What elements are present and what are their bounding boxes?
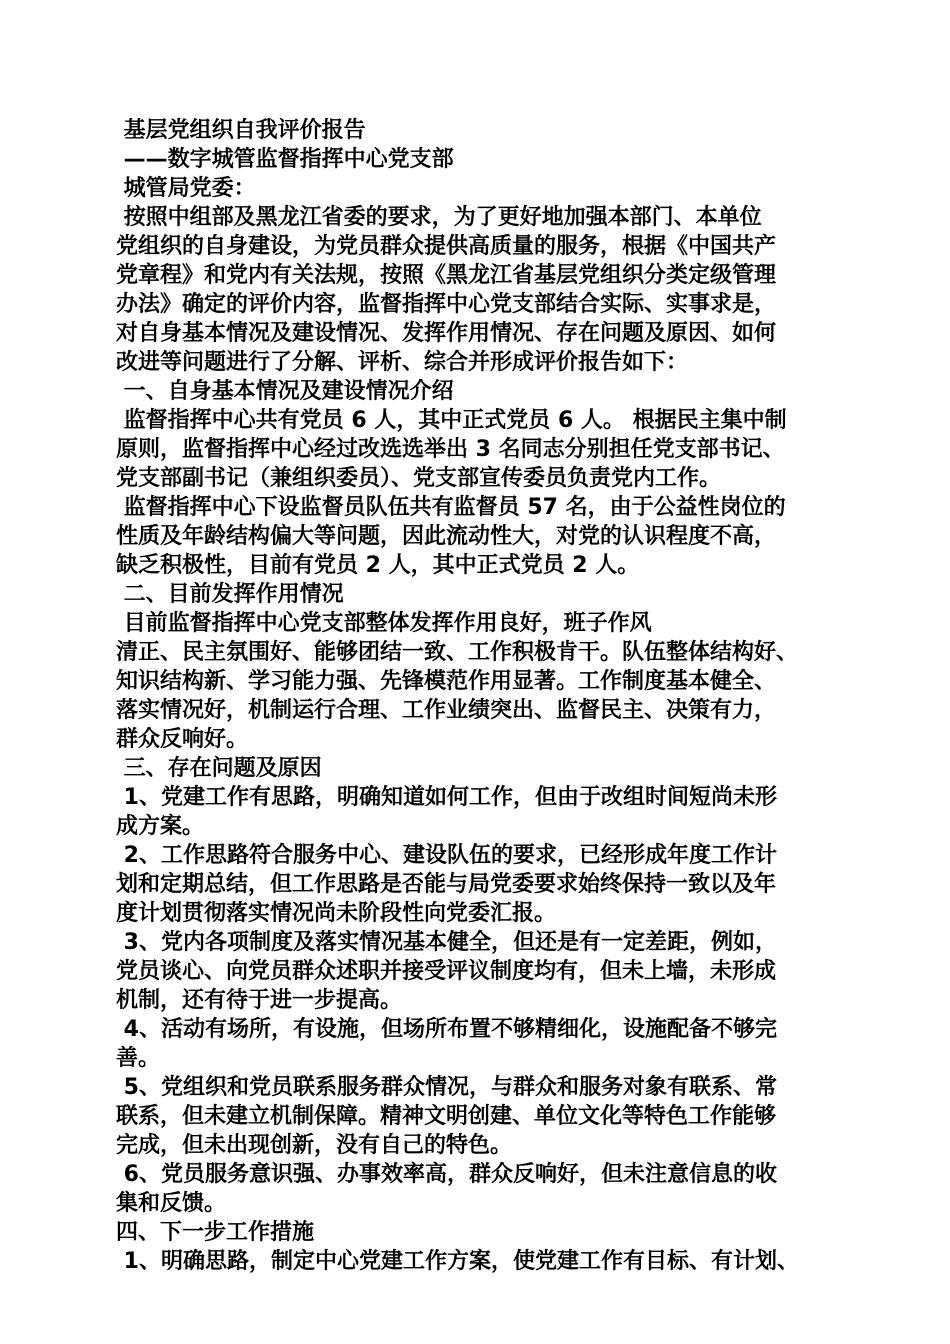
text-line: 缺乏积极性，目前有党员 2 人，其中正式党员 2 人。 xyxy=(116,553,640,578)
section-heading-3: 三、存在问题及原因 xyxy=(116,756,322,781)
text-line: 知识结构新、学习能力强、先锋模范作用显著。工作制度基本健全、 xyxy=(116,669,777,694)
text-line: 党员谈心、向党员群众述职并接受评议制度均有，但未上墙，未形成 xyxy=(116,959,777,984)
text-line: 党章程》和党内有关法规，按照《黑龙江省基层党组织分类定级管理 xyxy=(116,263,777,288)
text-line: 按照中组部及黑龙江省委的要求，为了更好地加强本部门、本单位 xyxy=(116,205,762,230)
text-line: 监督指挥中心共有党员 6 人，其中正式党员 6 人。 根据民主集中制 xyxy=(116,408,787,433)
report-subtitle: ——数字城管监督指挥中心党支部 xyxy=(116,147,454,172)
text-line: 监督指挥中心下设监督员队伍共有监督员 57 名，由于公益性岗位的 xyxy=(116,495,786,520)
text-line: 党组织的自身建设，为党员群众提供高质量的服务，根据《中国共产 xyxy=(116,234,777,259)
text-line: 度计划贯彻落实情况尚未阶段性向党委汇报。 xyxy=(116,901,557,926)
text-line: 善。 xyxy=(116,1046,161,1071)
text-line: 对自身基本情况及建设情况、发挥作用情况、存在问题及原因、如何 xyxy=(116,321,777,346)
section-heading-1: 一、自身基本情况及建设情况介绍 xyxy=(116,379,454,404)
text-line: 1、党建工作有思路，明确知道如何工作，但由于改组时间短尚未形 xyxy=(116,785,777,810)
text-line: 办法》确定的评价内容，监督指挥中心党支部结合实际、实事求是， xyxy=(116,292,777,317)
text-line: 集和反馈。 xyxy=(116,1191,227,1216)
text-line: 4、活动有场所，有设施，但场所布置不够精细化，设施配备不够完 xyxy=(116,1017,777,1042)
report-title: 基层党组织自我评价报告 xyxy=(116,118,366,143)
addressee: 城管局党委： xyxy=(116,176,256,201)
text-line: 清正、民主氛围好、能够团结一致、工作积极肯干。队伍整体结构好、 xyxy=(116,640,799,665)
text-line: 1、明确思路，制定中心党建工作方案，使党建工作有目标、有计划、 xyxy=(116,1249,799,1274)
text-line: 6、党员服务意识强、办事效率高，群众反响好，但未注意信息的收 xyxy=(116,1162,777,1187)
text-line: 2、工作思路符合服务中心、建设队伍的要求，已经形成年度工作计 xyxy=(116,843,777,868)
text-line: 机制，还有待于进一步提高。 xyxy=(116,988,403,1013)
text-line: 党支部副书记（兼组织委员）、党支部宣传委员负责党内工作。 xyxy=(116,466,722,491)
text-line: 联系，但未建立机制保障。精神文明创建、单位文化等特色工作能够 xyxy=(116,1104,777,1129)
text-line: 划和定期总结，但工作思路是否能与局党委要求始终保持一致以及年 xyxy=(116,872,777,897)
text-line: 成方案。 xyxy=(116,814,205,839)
text-line: 性质及年龄结构偏大等问题，因此流动性大，对党的认识程度不高， xyxy=(116,524,777,549)
section-heading-2: 二、目前发挥作用情况 xyxy=(116,582,344,607)
text-line: 原则，监督指挥中心经过改选选举出 3 名同志分别担任党支部书记、 xyxy=(116,437,785,462)
text-line: 目前监督指挥中心党支部整体发挥作用良好，班子作风 xyxy=(116,611,652,636)
text-line: 落实情况好，机制运行合理、工作业绩突出、监督民主、决策有力， xyxy=(116,698,777,723)
section-heading-4: 四、下一步工作措施 xyxy=(116,1220,315,1245)
text-line: 群众反响好。 xyxy=(116,727,249,752)
document-body xyxy=(116,116,846,1276)
text-line: 3、党内各项制度及落实情况基本健全，但还是有一定差距，例如， xyxy=(116,930,777,955)
text-line: 完成，但未出现创新，没有自己的特色。 xyxy=(116,1133,513,1158)
text-line: 改进等问题进行了分解、评析、综合并形成评价报告如下： xyxy=(116,350,689,375)
text-line: 5、党组织和党员联系服务群众情况，与群众和服务对象有联系、常 xyxy=(116,1075,777,1100)
